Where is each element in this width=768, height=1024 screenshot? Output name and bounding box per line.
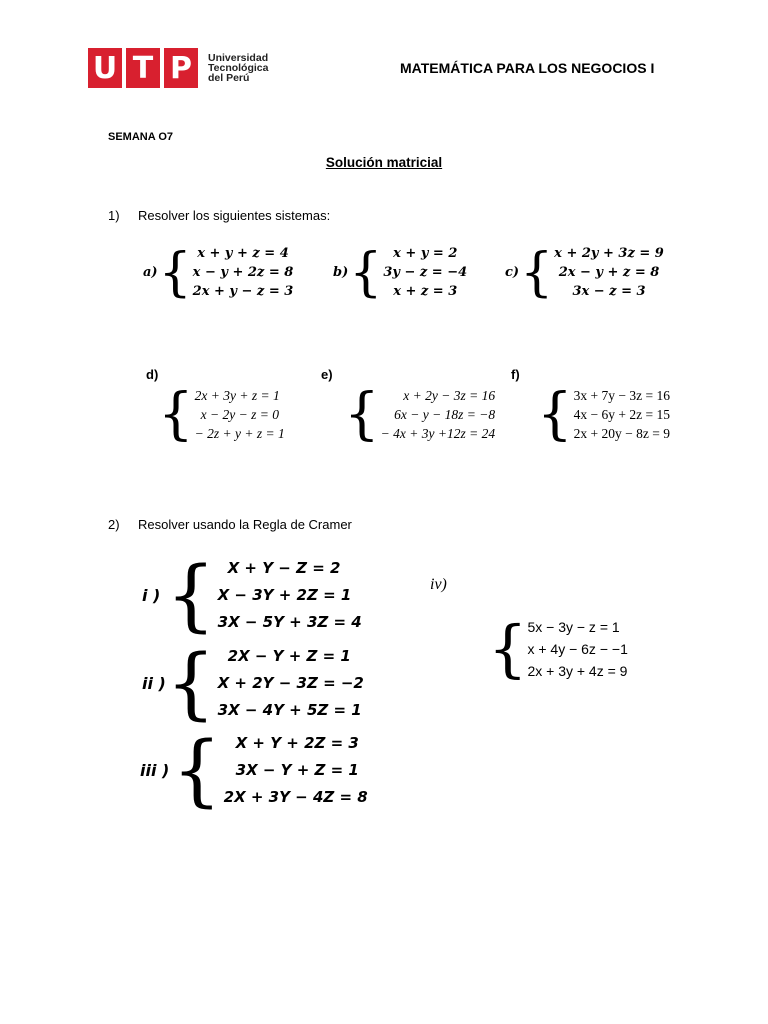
system-f-label: f) xyxy=(511,367,520,382)
system-c xyxy=(505,244,664,301)
equation: 3y − z = −4 xyxy=(383,265,468,280)
system-label: i ) xyxy=(142,586,161,605)
utp-logo xyxy=(88,48,268,88)
week-label: SEMANA O7 xyxy=(108,131,173,143)
system-label: b) xyxy=(333,265,349,280)
equation: x + y + z = 4 xyxy=(197,246,289,261)
equation: 2X + 3Y − 4Z = 8 xyxy=(223,788,368,806)
system-label: a) xyxy=(143,265,158,280)
question-2 xyxy=(108,517,352,532)
system-label: iii ) xyxy=(140,761,170,780)
equation: X + Y − Z = 2 xyxy=(227,559,341,577)
equations xyxy=(195,386,285,443)
logo-letter-t: T xyxy=(126,48,160,88)
equations xyxy=(381,386,495,443)
cramer-system-iii xyxy=(140,725,368,816)
course-title: MATEMÁTICA PARA LOS NEGOCIOS I xyxy=(400,60,655,76)
left-brace: { xyxy=(349,242,383,303)
cramer-system-i xyxy=(142,550,362,641)
cramer-system-iv-label: iv) xyxy=(430,576,447,593)
left-brace: { xyxy=(172,725,222,816)
left-brace: { xyxy=(166,638,216,729)
equations xyxy=(554,244,664,301)
equation: x + 4y − 6z − −1 xyxy=(527,641,628,657)
equation: 3x − z = 3 xyxy=(572,284,646,299)
equation: 3X − Y + Z = 1 xyxy=(235,761,359,779)
equations xyxy=(383,244,467,301)
logo-letter-u: U xyxy=(88,48,122,88)
left-brace: { xyxy=(520,242,554,303)
equation: x + 2y + 3z = 9 xyxy=(554,246,664,261)
equations xyxy=(193,244,294,301)
question-text: Resolver los siguientes sistemas: xyxy=(138,208,331,223)
equation: x − y + 2z = 8 xyxy=(192,265,294,280)
system-label: ii ) xyxy=(142,674,166,693)
logo-university-name: Universidad Tecnológica del Perú xyxy=(208,52,269,84)
left-brace: { xyxy=(158,242,192,303)
equation: 2x + 3y + 4z = 9 xyxy=(527,663,628,679)
system-label: c) xyxy=(505,265,520,280)
equation: − 2z + y + z = 1 xyxy=(194,426,285,441)
left-brace: { xyxy=(166,550,216,641)
question-text: Resolver usando la Regla de Cramer xyxy=(138,517,352,532)
equation: − 4x + 3y +12z = 24 xyxy=(380,426,496,441)
left-brace: { xyxy=(488,612,528,685)
cramer-system-iv xyxy=(488,612,628,685)
system-e xyxy=(344,381,496,447)
equation: 2x − y + z = 8 xyxy=(558,265,660,280)
equation: 3x + 7y − 3z = 16 xyxy=(573,388,670,403)
equation: 2x + 20y − 8z = 9 xyxy=(573,426,670,441)
system-b xyxy=(333,244,467,301)
question-number: 2) xyxy=(108,517,120,532)
system-d-label: d) xyxy=(146,367,159,382)
equation: X + Y + 2Z = 3 xyxy=(235,734,359,752)
equations xyxy=(218,643,364,724)
equation: x + z = 3 xyxy=(393,284,458,299)
system-e-label: e) xyxy=(321,367,333,382)
logo-letter-p: P xyxy=(164,48,198,88)
equation: 5x − 3y − z = 1 xyxy=(527,619,620,635)
equation: X − 3Y + 2Z = 1 xyxy=(217,586,352,604)
system-d xyxy=(158,381,285,447)
equation: x − 2y − z = 0 xyxy=(200,407,279,422)
equation: 2x + 3y + z = 1 xyxy=(194,388,280,403)
equation: 6x − y − 18z = −8 xyxy=(394,407,496,422)
equation: 3X − 4Y + 5Z = 1 xyxy=(217,701,362,719)
left-brace: { xyxy=(537,381,573,447)
equation: x + y = 2 xyxy=(393,246,458,261)
equation: 2X − Y + Z = 1 xyxy=(227,647,351,665)
equation: 2x + y − z = 3 xyxy=(192,284,294,299)
equations xyxy=(527,616,627,682)
question-1 xyxy=(108,208,330,223)
equation: x + 2y − 3z = 16 xyxy=(403,388,496,403)
left-brace: { xyxy=(344,381,380,447)
system-a xyxy=(143,244,293,301)
equations xyxy=(224,730,368,811)
equations xyxy=(574,386,670,443)
equation: 4x − 6y + 2z = 15 xyxy=(573,407,670,422)
left-brace: { xyxy=(158,381,194,447)
section-title: Solución matricial xyxy=(325,155,443,170)
question-number: 1) xyxy=(108,208,120,223)
system-f xyxy=(537,381,670,447)
cramer-system-ii xyxy=(142,638,364,729)
equation: X + 2Y − 3Z = −2 xyxy=(217,674,364,692)
equation: 3X − 5Y + 3Z = 4 xyxy=(217,613,362,631)
equations xyxy=(218,555,362,636)
